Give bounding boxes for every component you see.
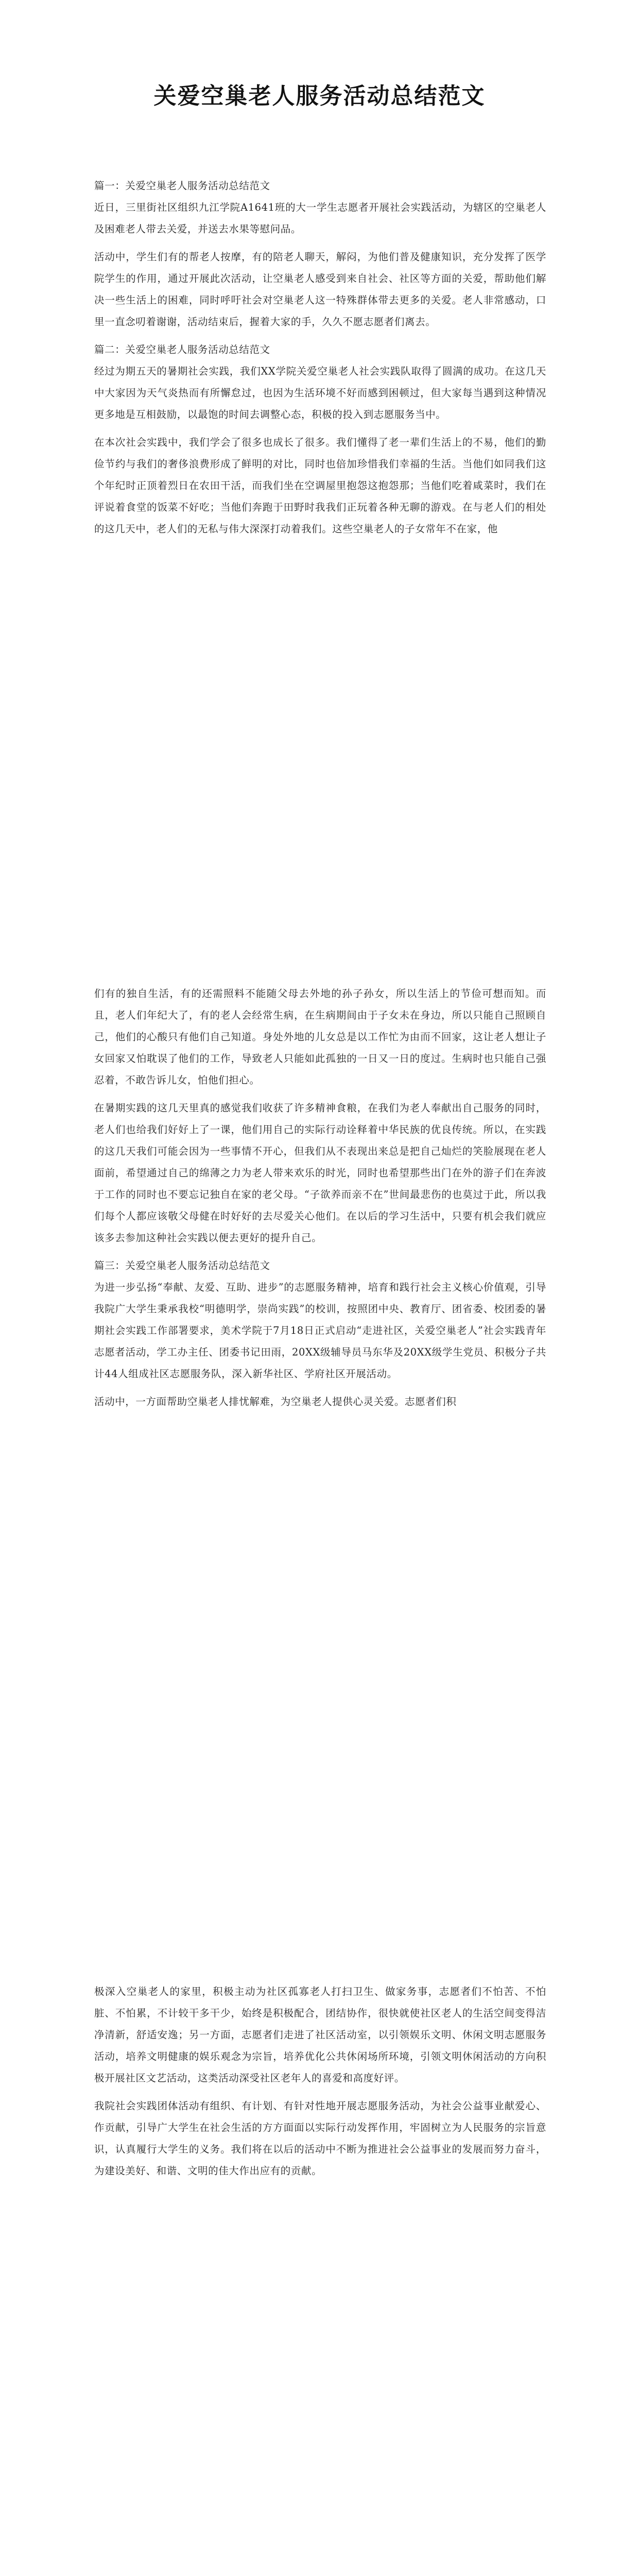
page-title: 关爱空巢老人服务活动总结范文 (153, 83, 486, 109)
section-heading-1: 篇一：关爱空巢老人服务活动总结范文 (94, 180, 270, 192)
paragraph: 活动中，学生们有的帮老人按摩，有的陪老人聊天，解闷，为他们普及健康知识，充分发挥了医学院学生的作用，通过开展此次活动，让空巢老人感受到来自社会、社区等方面的关爱，帮助他们解决一些生活上的困难，同时呼吁社会对空巢老人这一特殊群体带去更多的关爱。老人非常感动，口里一直念叨着谢谢，活动结束后，握着大家的手，久久不愿志愿者们离去。 (94, 251, 546, 328)
section-heading-3: 篇三：关爱空巢老人服务活动总结范文 (94, 1260, 270, 1272)
content-block-3 (94, 1981, 546, 2188)
paragraph: 们有的独自生活，有的还需照料不能随父母去外地的孙子孙女，所以生活上的节俭可想而知。而且，老人们年纪大了，有的老人会经常生病，在生病期间由于子女未在身边，所以只能自己照顾自己，他们的心酸只有他们自己知道。身处外地的儿女总是以工作忙为由而不回家，这让老人想让子女回家又怕耽误了他们的工作，导致老人只能如此孤独的一日又一日的度过。生病时也只能自己强忍着，不敢告诉儿女，怕他们担心。 (94, 988, 546, 1086)
content-block-1 (94, 175, 546, 546)
paragraph: 我院社会实践团体活动有组织、有计划、有针对性地开展志愿服务活动，为社会公益事业献爱心、作贡献，引导广大学生在社会生活的方方面面以实际行动发挥作用，牢固树立为人民服务的宗旨意识，认真履行大学生的义务。我们将在以后的活动中不断为推进社会公益事业的发展而努力奋斗，为建设美好、和谐、文明的佳大作出应有的贡献。 (94, 2100, 546, 2177)
section-heading-2: 篇二：关爱空巢老人服务活动总结范文 (94, 344, 270, 355)
content-block-2 (94, 983, 546, 1419)
paragraph: 近日，三里街社区组织九江学院A1641班的大一学生志愿者开展社会实践活动，为辖区的空巢老人及困难老人带去关爱，并送去水果等慰问品。 (94, 201, 546, 235)
paragraph: 在暑期实践的这几天里真的感觉我们收获了许多精神食粮，在我们为老人奉献出自己服务的同时，老人们也给我们好好上了一课，他们用自己的实际行动诠释着中华民族的优良传统。所以，在实践的这几天我们可能会因为一些事情不开心，但我们从不表现出来总是把自己灿烂的笑脸展现在老人面前，希望通过自己的绵薄之力为老人带来欢乐的时光，同时也希望那些出门在外的游子们在奔波于工作的同时也不要忘记独自在家的老父母。“子欲养而亲不在”世间最悲伤的也莫过于此，所以我们每个人都应该敬父母健在时好好的去尽爱关心他们。在以后的学习生活中，只要有机会我们就应该多去参加这种社会实践以便去更好的提升自己。 (94, 1102, 546, 1244)
paragraph: 经过为期五天的暑期社会实践，我们XX学院关爱空巢老人社会实践队取得了圆满的成功。在这几天中大家因为天气炎热而有所懈怠过，也因为生活环境不好而感到困顿过，但大家每当遇到这种情况更多地是互相鼓励，以最饱的时间去调整心态，积极的投入到志愿服务当中。 (94, 365, 546, 420)
paragraph: 极深入空巢老人的家里，积极主动为社区孤寡老人打扫卫生、做家务事，志愿者们不怕苦、不怕脏、不怕累，不计较干多干少，始终是积极配合，团结协作，很快就使社区老人的生活空间变得洁净清新，舒适安逸；另一方面，志愿者们走进了社区活动室，以引领娱乐文明、休闲文明志愿服务活动，培养文明健康的娱乐观念为宗旨，培养优化公共休闲场所环境，引领文明休闲活动的方向积极开展社区文艺活动，这类活动深受社区老年人的喜爱和高度好评。 (94, 1986, 546, 2084)
paragraph: 活动中，一方面帮助空巢老人排忧解难，为空巢老人提供心灵关爱。志愿者们积 (94, 1396, 457, 1408)
paragraph: 为进一步弘扬“奉献、友爱、互助、进步”的志愿服务精神，培育和践行社会主义核心价值观，引导我院广大学生秉承我校“明德明学，崇尚实践”的校训，按照团中央、教育厅、团省委、校团委的暑期社会实践工作部署要求，美术学院于7月18日正式启动“走进社区，关爱空巢老人”社会实践青年志愿者活动，学工办主任、团委书记田雨，20XX级辅导员马东华及20XX级学生党员、积极分子共计44人组成社区志愿服务队，深入新华社区、学府社区开展活动。 (94, 1281, 546, 1380)
paragraph: 在本次社会实践中，我们学会了很多也成长了很多。我们懂得了老一辈们生活上的不易，他们的勤俭节约与我们的奢侈浪费形成了鲜明的对比，同时也倍加珍惜我们幸福的生活。当他们如同我们这个年纪时正顶着烈日在农田干活，而我们坐在空调屋里抱怨这抱怨那；当他们吃着咸菜时，我们在评说着食堂的饭菜不好吃；当他们奔跑于田野时我我们正玩着各种无聊的游戏。在与老人们的相处的这几天中，老人们的无私与伟大深深打动着我们。这些空巢老人的子女常年不在家，他 (94, 436, 546, 535)
